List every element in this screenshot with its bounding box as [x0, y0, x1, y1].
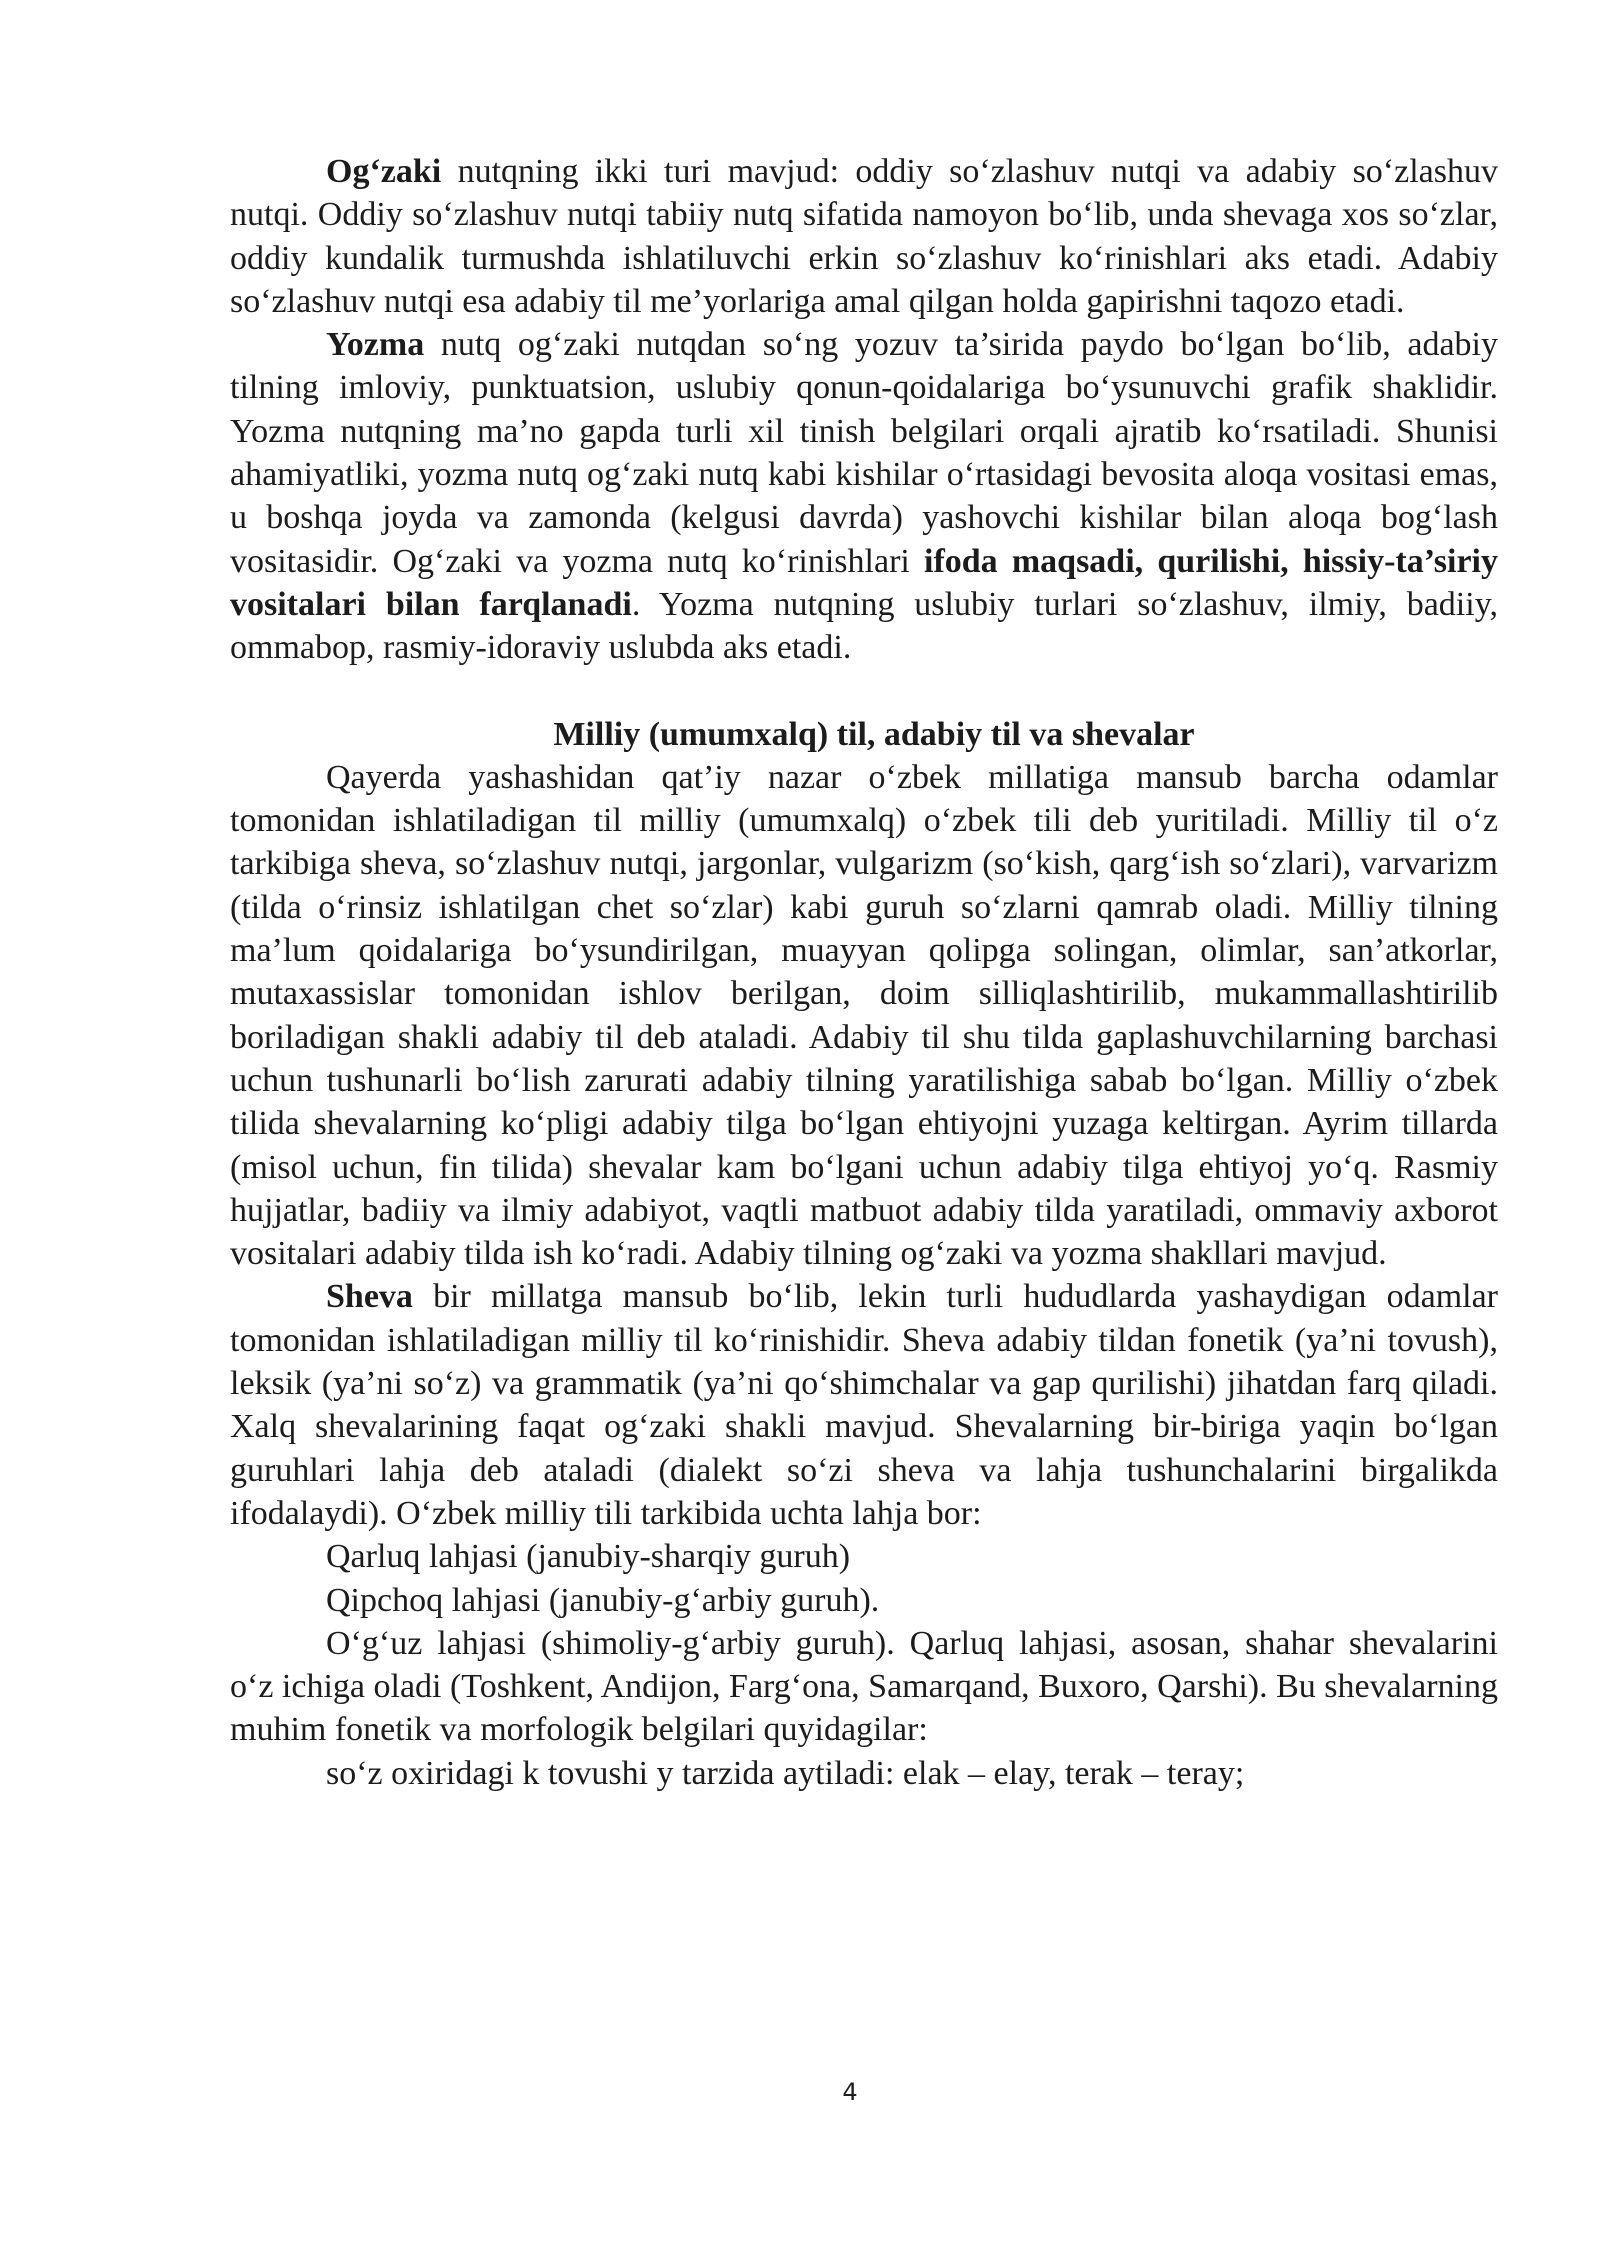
section-heading: Milliy (umumxalq) til, adabiy til va shevalar [553, 715, 1195, 753]
dialect-item-qipchoq: Qipchoq lahjasi (janubiy-g‘arbiy guruh). [326, 1581, 880, 1619]
paragraph-ogzaki [230, 150, 1498, 323]
document-page [230, 150, 1498, 1795]
paragraph-sheva [230, 1275, 1498, 1535]
paragraph-text-end: . Yozma nutqning uslubiy turlari so‘zlashuv, ilmiy, badiiy, ommabop, rasmiy-idoraviy uslubda aks etadi. [230, 585, 1498, 667]
paragraph-text: bir millatga mansub bo‘lib, lekin turli hududlarda yashaydigan odamlar tomonidan ishlatiladigan milliy til ko‘rinishidir. Sheva adabiy tildan fonetik (ya’ni tovush), leksik (ya’ni so‘z) va grammatik (ya’ni qo‘shimchalar va gap qurilishi) jihatdan farq qiladi. Xalq shevalarining faqat og‘zaki shakli mavjud. Shevalarning bir-biriga yaqin bo‘lgan guruhlari lahja deb ataladi (dialekt so‘zi sheva va lahja tushunchalarini birgalikda ifodalaydi). O‘zbek milliy tili tarkibida uchta lahja bor: [230, 1278, 1498, 1532]
term-sheva: Sheva [326, 1278, 413, 1316]
paragraph-text: nutq og‘zaki nutqdan so‘ng yozuv ta’sirida paydo bo‘lgan bo‘lib, adabiy tilning imloviy, punktuatsion, uslubiy qonun-qoidalariga bo‘ysunuvchi grafik shaklidir. Yozma nutqning ma’no gapda turli xil tinish belgilari orqali ajratib ko‘rsatiladi. Shunisi ahamiyatliki, yozma nutq og‘zaki nutq kabi kishilar o‘rtasidagi bevosita aloqa vositasi emas, u boshqa joyda va zamonda (kelgusi davrda) yashovchi kishilar bilan aloqa bog‘lash vositasidir. Og‘zaki va yozma nutq ko‘rinishlari [230, 326, 1498, 580]
paragraph-oguz: O‘g‘uz lahjasi (shimoliy-g‘arbiy guruh). Qarluq lahjasi, asosan, shahar shevalarini o‘z ichiga oladi (Toshkent, Andijon, Farg‘ona, Samarqand, Buxoro, Qarshi). Bu shevalarning muhim fonetik va morfologik belgilari quyidagilar: [230, 1624, 1498, 1749]
paragraph-text: nutqning ikki turi mavjud: oddiy so‘zlashuv nutqi va adabiy so‘zlashuv nutqi. Oddiy so‘zlashuv nutqi tabiiy nutq sifatida namoyon bo‘lib, unda shevaga xos so‘zlar, oddiy kundalik turmushda ishlatiluvchi erkin so‘zlashuv ko‘rinishlari aks etadi. Adabiy so‘zlashuv nutqi esa adabiy til me’yorlariga amal qilgan holda gapirishni taqozo etadi. [230, 153, 1498, 320]
dialect-item-qarluq: Qarluq lahjasi (janubiy-sharqiy guruh) [326, 1538, 851, 1576]
paragraph-last-line: so‘z oxiridagi k tovushi y tarzida aytiladi: elak – elay, terak – teray; [326, 1754, 1245, 1792]
term-yozma: Yozma [326, 326, 425, 364]
page-number: 4 [842, 2078, 858, 2106]
emphasis-text: ifoda maqsadi, qurilishi, hissiy-ta’siriy vositalari bilan farqlanadi [230, 542, 1498, 623]
paragraph-yozma [230, 323, 1498, 669]
term-ogzaki: Og‘zaki [326, 153, 442, 190]
paragraph-milliy-til: Qayerda yashashidan qat’iy nazar o‘zbek millatiga mansub barcha odamlar tomonidan ishlatiladigan til milliy (umumxalq) o‘zbek tili deb yuritiladi. Milliy til o‘z tarkibiga sheva, so‘zlashuv nutqi, jargonlar, vulgarizm (so‘kish, qarg‘ish so‘zlari), varvarizm (tilda o‘rinsiz ishlatilgan chet so‘zlar) kabi guruh so‘zlarni qamrab oladi. Milliy tilning ma’lum qoidalariga bo‘ysundirilgan, muayyan qolipga solingan, olimlar, san’atkorlar, mutaxassislar tomonidan ishlov berilgan, doim silliqlashtirilib, mukammallashtirilib boriladigan shakli adabiy til deb ataladi. Adabiy til shu tilda gaplashuvchilarning barchasi uchun tushunarli bo‘lish zarurati adabiy tilning yaratilishiga sabab bo‘lgan. Milliy o‘zbek tilida shevalarning ko‘pligi adabiy tilga bo‘lgan ehtiyojni yuzaga keltirgan. Ayrim tillarda (misol uchun, fin tilida) shevalar kam bo‘lgani uchun adabiy tilga ehtiyoj yo‘q. Rasmiy hujjatlar, badiiy va ilmiy adabiyot, vaqtli matbuot adabiy tilda yaratiladi, ommaviy axborot vositalari adabiy tilda ish ko‘radi. Adabiy tilning og‘zaki va yozma shakllari mavjud. [230, 758, 1498, 1273]
